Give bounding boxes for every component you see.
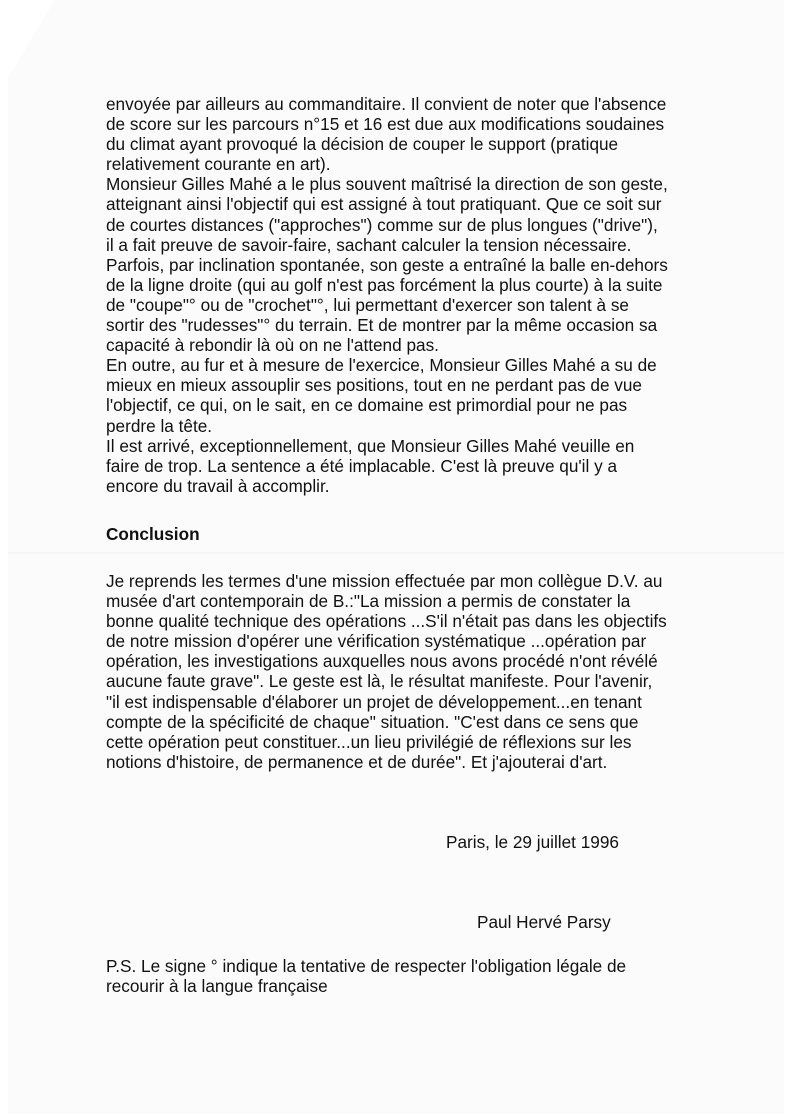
conclusion-line: de notre mission d'opérer une vérification systématique ...opération par: [106, 631, 647, 652]
conclusion-line: cette opération peut constituer...un lieu privilégié de réflexions sur les: [106, 731, 632, 752]
body-line: de "coupe"° ou de "crochet"°, lui permettant d'exercer son talent à se: [106, 294, 629, 315]
body-line: de courtes distances ("approches") comme sur de plus longues ("drive"),: [106, 214, 658, 235]
conclusion-line: opération, les investigations auxquelles nous avons procédé n'ont révélé: [106, 651, 658, 672]
conclusion-line: Je reprends les termes d'une mission effectuée par mon collègue D.V. au: [106, 571, 663, 591]
conclusion-line: musée d'art contemporain de B.:"La mission a permis de constater la: [106, 591, 631, 612]
paper-fold-line: [8, 552, 784, 555]
conclusion-line: "il est indispensable d'élaborer un projet de développement...en tenant: [106, 691, 642, 712]
body-line: Parfois, par inclination spontanée, son geste a entraîné la balle en-dehors: [106, 254, 668, 275]
body-line: du climat ayant provoqué la décision de couper le support (pratique: [106, 134, 619, 155]
body-text: [106, 94, 696, 496]
author-signature: Paul Hervé Parsy: [477, 912, 611, 932]
conclusion-line: compte de la spécificité de chaque" situation. "C'est dans ce sens que: [106, 711, 639, 732]
body-line: Il est arrivé, exceptionnellement, que Monsieur Gilles Mahé veuille en: [106, 435, 635, 456]
conclusion-line: aucune faute grave". Le geste est là, le résultat manifeste. Pour l'avenir,: [106, 671, 653, 692]
postscript: [106, 956, 696, 996]
conclusion-line: bonne qualité technique des opérations ...S'il n'était pas dans les objectifs: [106, 611, 667, 632]
body-line: relativement courante en art).: [106, 154, 331, 175]
body-line: Monsieur Gilles Mahé a le plus souvent maîtrisé la direction de son geste,: [106, 174, 668, 195]
body-line: de score sur les parcours n°15 et 16 est due aux modifications soudaines: [106, 114, 665, 135]
body-line: de la ligne droite (qui au golf n'est pas forcément la plus courte) à la suite: [106, 274, 663, 295]
body-line: envoyée par ailleurs au commanditaire. Il convient de noter que l'absence: [106, 94, 667, 114]
body-line: capacité à rebondir là où on ne l'attend pas.: [106, 335, 439, 356]
body-line: l'objectif, ce qui, on le sait, en ce domaine est primordial pour ne pas: [106, 395, 628, 416]
conclusion-line: notions d'histoire, de permanence et de durée". Et j'ajouterai d'art.: [106, 751, 608, 772]
body-line: encore du travail à accomplir.: [106, 475, 330, 496]
body-line: il a fait preuve de savoir-faire, sachant calculer la tension nécessaire.: [106, 234, 632, 255]
body-line: faire de trop. La sentence a été implacable. C'est là preuve qu'il y a: [106, 455, 618, 476]
body-line: perdre la tête.: [106, 415, 213, 436]
conclusion-text: [106, 571, 696, 772]
body-line: mieux en mieux assouplir ses positions, tout en ne perdant pas de vue: [106, 375, 642, 396]
postscript-line: P.S. Le signe ° indique la tentative de respecter l'obligation légale de: [106, 956, 627, 976]
conclusion-heading: Conclusion: [106, 524, 200, 544]
postscript-line: recourir à la langue française: [106, 976, 328, 997]
date-line: Paris, le 29 juillet 1996: [446, 832, 619, 852]
body-line: sortir des "rudesses"° du terrain. Et de montrer par la même occasion sa: [106, 315, 658, 336]
body-line: atteignant ainsi l'objectif qui est assigné à tout pratiquant. Que ce soit sur: [106, 194, 662, 215]
body-line: En outre, au fur et à mesure de l'exercice, Monsieur Gilles Mahé a su de: [106, 355, 657, 376]
